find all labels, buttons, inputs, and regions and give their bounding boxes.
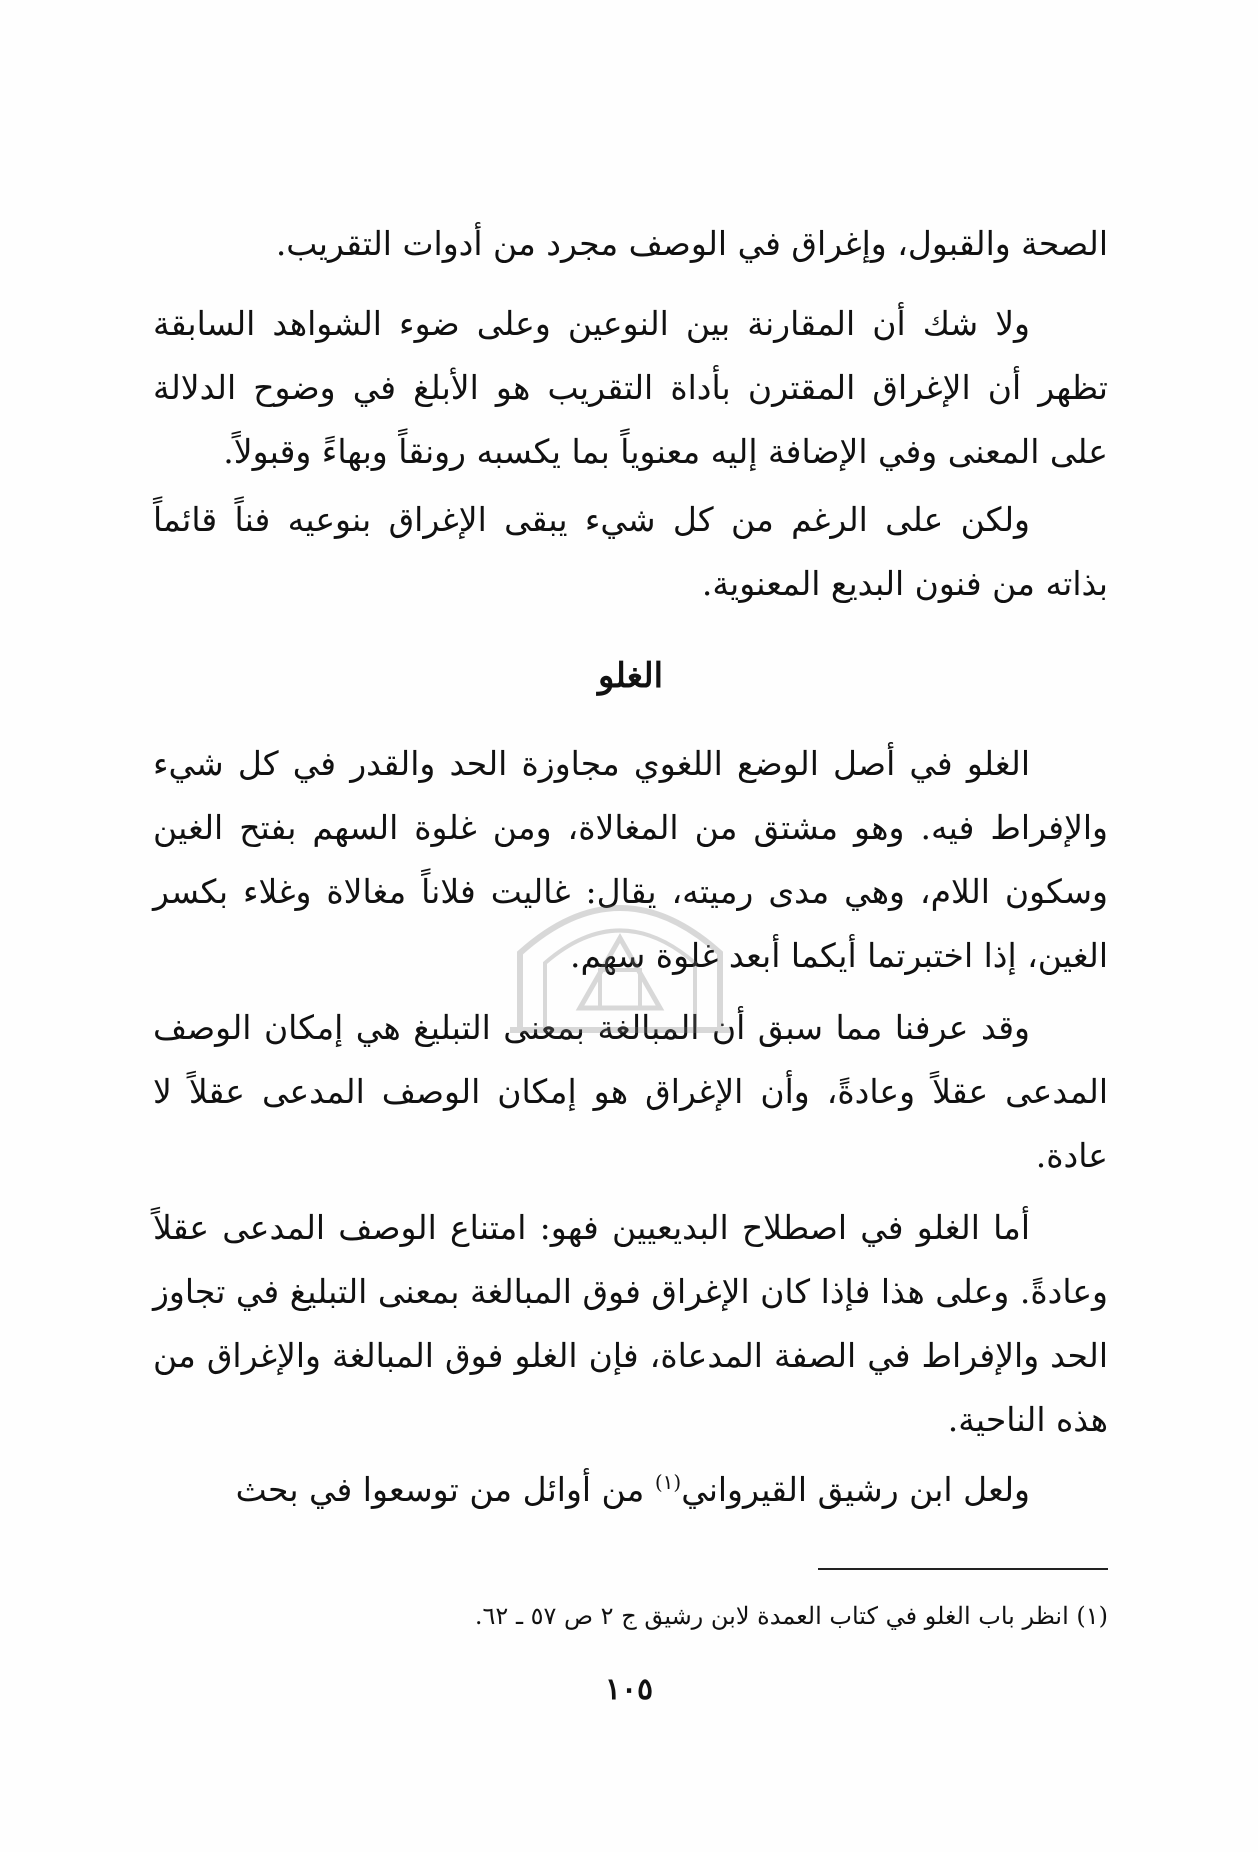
paragraph-ibn-rashiq-text: ولعل ابن رشيق القيرواني <box>681 1470 1030 1509</box>
paragraph-comparison: ولا شك أن المقارنة بين النوعين وعلى ضوء الشواهد السابقة تظهر أن الإغراق المقترن بأداة التقريب هو الأبلغ في وضوح الدلالة على المعنى وفي الإضافة إليه معنوياً بما يكسبه رونقاً وبهاءً وقبولاً. <box>153 304 1108 471</box>
section-heading: الغلو <box>597 656 664 696</box>
footnote-divider <box>818 1568 1108 1570</box>
paragraph-technical-definition: أما الغلو في اصطلاح البديعيين فهو: امتناع الوصف المدعى عقلاً وعادةً. وعلى هذا فإذا كان الإغراق فوق المبالغة بمعنى التبليغ في تجاوز الحد والإفراط في الصفة المدعاة، فإن الغلو فوق المبالغة والإغراق من هذه الناحية. <box>153 1208 1108 1439</box>
paragraph-ibn-rashiq <box>153 1458 1108 1522</box>
paragraph-ibn-rashiq-text-end: من أوائل من توسعوا في بحث <box>235 1470 655 1509</box>
footnote: (١) انظر باب الغلو في كتاب العمدة لابن رشيق ج ٢ ص ٥٧ ـ ٦٢. <box>474 1602 1108 1630</box>
page-number: ١٠٥ <box>604 1672 654 1707</box>
footnote-reference: (١) <box>654 1470 682 1494</box>
paragraph-conclusion: ولكن على الرغم من كل شيء يبقى الإغراق بنوعيه فناً قائماً بذاته من فنون البديع المعنوية. <box>153 500 1108 603</box>
paragraph-recap: وقد عرفنا مما سبق أن المبالغة بمعنى التبليغ هي إمكان الوصف المدعى عقلاً وعادةً، وأن الإغراق هو إمكان الوصف المدعى عقلاً لا عادة. <box>153 1008 1108 1175</box>
paragraph-linguistic-definition: الغلو في أصل الوضع اللغوي مجاوزة الحد والقدر في كل شيء والإفراط فيه. وهو مشتق من المغالاة، ومن غلوة السهم بفتح الغين وسكون اللام، وهي مدى رميته، يقال: غاليت فلاناً مغالاة وغلاء بكسر الغين، إذا اختبرتما أيكما أبعد غلوة سهم. <box>153 744 1108 975</box>
paragraph-continuation: الصحة والقبول، وإغراق في الوصف مجرد من أدوات التقريب. <box>275 224 1108 263</box>
